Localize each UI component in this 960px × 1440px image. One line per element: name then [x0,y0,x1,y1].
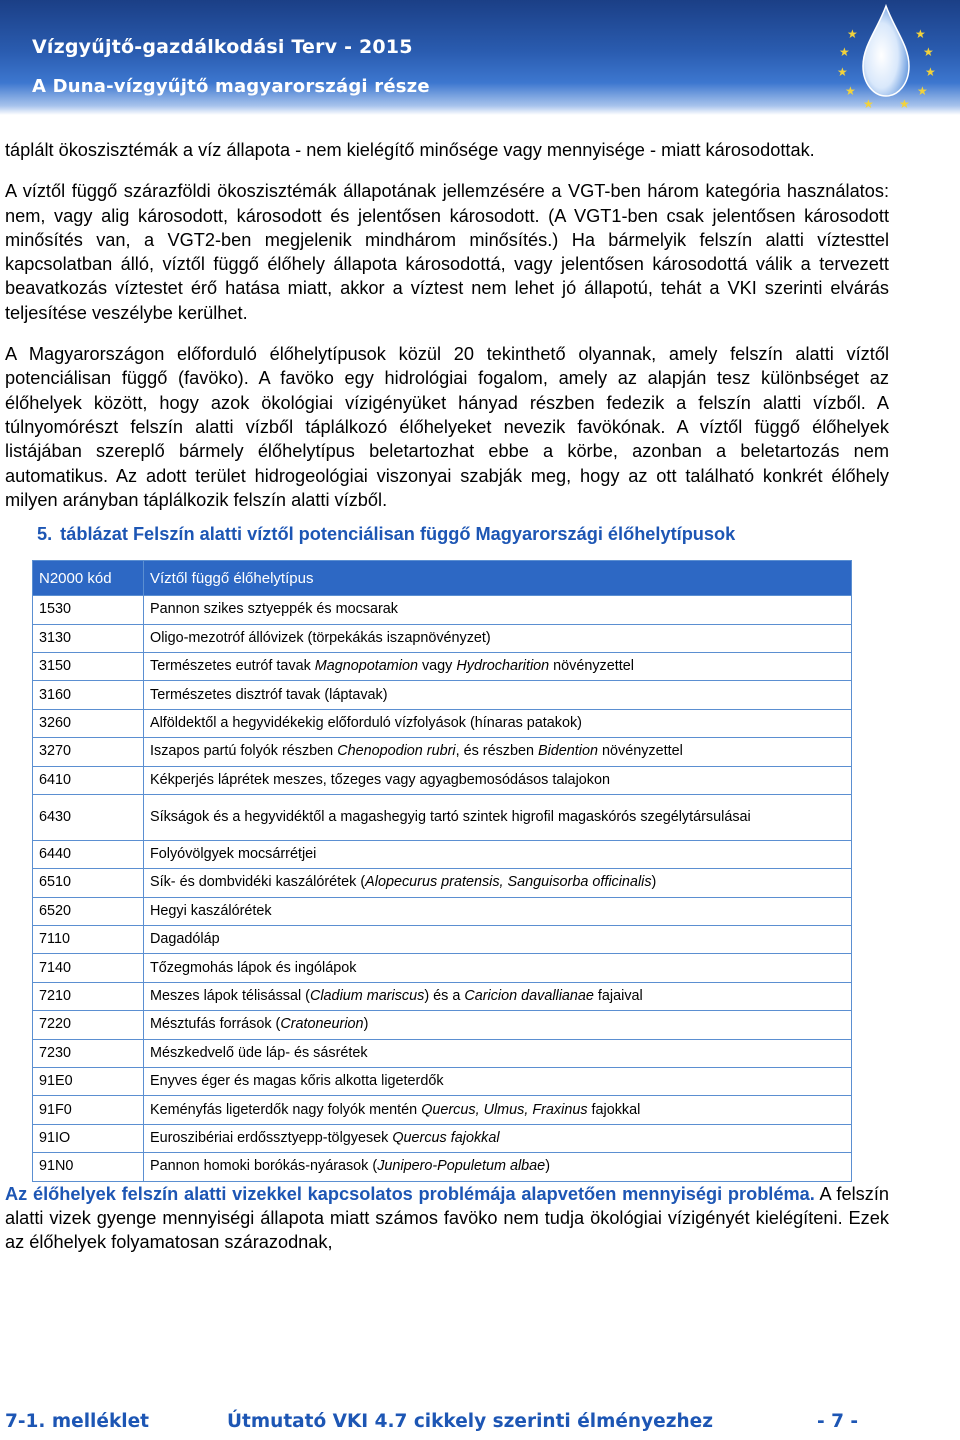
svg-text:★: ★ [845,84,856,98]
table-row [33,982,852,1010]
habitat-code-cell: 7140 [33,954,144,982]
document-body [5,138,889,1271]
closing-highlight: Az élőhelyek felszín alatti vizekkel kapcsolatos problémája alapvetően mennyiségi probléma. [5,1183,815,1204]
habitat-name-cell: Iszapos partú folyók részben Chenopodion rubri, és részben Bidention növényzettel [144,738,852,766]
svg-text:★: ★ [847,27,858,41]
habitat-code-cell: 7220 [33,1011,144,1039]
water-drop-stars-logo-icon [819,0,954,115]
table-row [33,681,852,709]
habitat-name-cell: Euroszibériai erdőssztyepp-tölgyesek Quercus fajokkal [144,1124,852,1152]
table-caption-text: táblázat Felszín alatti víztől potenciálisan függő Magyarországi élőhelytípusok [60,524,736,545]
habitat-name-cell: Természetes eutróf tavak Magnopotamion vagy Hydrocharition növényzettel [144,652,852,680]
habitat-name-cell: Tőzegmohás lápok és ingólápok [144,954,852,982]
column-header-habitat: Víztől függő élőhelytípus [144,561,852,596]
habitat-code-cell: 3160 [33,681,144,709]
habitat-code-cell: 3150 [33,652,144,680]
column-header-code: N2000 kód [33,561,144,596]
table-row [33,1153,852,1181]
habitat-name-cell: Természetes disztróf tavak (láptavak) [144,681,852,709]
table-header-row [33,561,852,596]
page-footer [5,1411,885,1435]
svg-text:★: ★ [915,27,926,41]
page-header [0,0,960,115]
table-row [33,709,852,737]
table-row [33,954,852,982]
habitat-code-cell: 7110 [33,926,144,954]
habitat-code-cell: 3260 [33,709,144,737]
closing-paragraph [5,1182,889,1255]
habitat-code-cell: 3130 [33,624,144,652]
table-body [33,596,852,1181]
habitat-code-cell: 91IO [33,1124,144,1152]
footer-guide-title: Útmutató VKI 4.7 cikkely szerinti élményezhez [227,1411,713,1432]
table-caption [5,522,889,546]
habitat-code-cell: 3270 [33,738,144,766]
habitat-name-cell: Alföldektől a hegyvidékekig előforduló vízfolyások (hínaras patakok) [144,709,852,737]
habitat-code-cell: 6510 [33,869,144,897]
habitat-name-cell: Dagadóláp [144,926,852,954]
svg-text:★: ★ [837,65,848,79]
table-row [33,794,852,840]
svg-text:★: ★ [917,84,928,98]
habitat-code-cell: 7210 [33,982,144,1010]
habitat-table [32,560,852,1181]
habitat-name-cell: Folyóvölgyek mocsárrétjei [144,840,852,868]
footer-annex: 7-1. melléklet [5,1411,149,1432]
svg-text:★: ★ [925,65,936,79]
habitat-name-cell: Síkságok és a hegyvidéktől a magashegyig tartó szintek higrofil magaskórós szegélytársulásai [144,794,852,840]
table-row [33,596,852,624]
table-row [33,1039,852,1067]
table-row [33,1068,852,1096]
svg-text:★: ★ [899,97,910,111]
table-row [33,738,852,766]
svg-text:★: ★ [923,45,934,59]
habitat-code-cell: 91F0 [33,1096,144,1124]
paragraph: A víztől függő szárazföldi ökoszisztémák állapotának jellemzésére a VGT-ben három kategória használatos: nem, vagy alig károsodott, károsodott és jelentősen károsodott. (A VGT1-ben csak jelentősen károsodott minősítés van, a VGT2-ben megjelenik mindhárom minősítés.) Ha bármelyik felszín alatti víztesttel kapcsolatban álló, víztől függő élőhely állapota károsodottá, vagy jelentősen károsodottá válik a tervezett beavatkozás víztestet érő hatása miatt, akkor a víztest nem lehet jó állapotú, tehát a VKI szerinti elvárás teljesítése veszélybe kerülhet. [5,181,889,323]
table-row [33,869,852,897]
habitat-name-cell: Pannon homoki borókás-nyárasok (Junipero-Populetum albae) [144,1153,852,1181]
habitat-name-cell: Kékperjés láprétek meszes, tőzeges vagy agyagbemosódásos talajokon [144,766,852,794]
habitat-name-cell: Mészkedvelő üde láp- és sásrétek [144,1039,852,1067]
habitat-name-cell: Mésztufás források (Cratoneurion) [144,1011,852,1039]
paragraph: A Magyarországon előforduló élőhelytípusok közül 20 tekinthető olyannak, amely felszín alatti víztől potenciálisan függő (favöko). A favöko egy hidrológiai fogalom, amely az alapján tesz különbséget az élőhelyek között, hogy azok ökológiai vízigényüket hányad részben fedezik a felszín alatti vízből. A túlnyomórészt felszín alatti vízből táplálkozó élőhelyeket nevezik favökónak. A víztől függő élőhelyek listájában szereplő bármely élőhelytípus beletartozhat ebbe a körbe, azonban a beletartozás nem automatikus. Az adott terület hidrogeológiai viszonyai szabják meg, hogy az ott található konkrét élőhely milyen arányban táplálkozik felszín alatti vízből. [5,344,889,510]
footer-page-number: - 7 - [817,1411,859,1432]
habitat-name-cell: Pannon szikes sztyeppék és mocsarak [144,596,852,624]
habitat-name-cell: Meszes lápok télisással (Cladium mariscus) és a Caricion davallianae fajaival [144,982,852,1010]
svg-text:★: ★ [863,97,874,111]
header-subtitle: A Duna-vízgyűjtő magyarországi része [32,76,430,97]
closing-text: A felszín alatti vizek gyenge mennyiségi állapota miatt számos favöko nem tudja ökológiai vízigényét kielégíteni. Ezek az élőhelyek folyamatosan szárazodnak, [5,1183,889,1253]
paragraph: táplált ökoszisztémák a víz állapota - nem kielégítő minősége vagy mennyisége - miatt károsodottak. [5,140,815,160]
habitat-code-cell: 7230 [33,1039,144,1067]
habitat-name-cell: Keményfás ligeterdők nagy folyók mentén Quercus, Ulmus, Fraxinus fajokkal [144,1096,852,1124]
svg-text:★: ★ [839,45,850,59]
habitat-name-cell: Enyves éger és magas kőris alkotta ligeterdők [144,1068,852,1096]
table-row [33,1011,852,1039]
habitat-code-cell: 6430 [33,794,144,840]
table-row [33,840,852,868]
habitat-code-cell: 6520 [33,897,144,925]
habitat-code-cell: 91N0 [33,1153,144,1181]
habitat-code-cell: 91E0 [33,1068,144,1096]
habitat-name-cell: Oligo-mezotróf állóvizek (törpekákás iszapnövényzet) [144,624,852,652]
habitat-name-cell: Sík- és dombvidéki kaszálórétek (Alopecurus pratensis, Sanguisorba officinalis) [144,869,852,897]
habitat-code-cell: 1530 [33,596,144,624]
table-row [33,766,852,794]
table-caption-number: 5. [37,524,53,545]
table-row [33,1124,852,1152]
table-row [33,1096,852,1124]
habitat-code-cell: 6440 [33,840,144,868]
habitat-code-cell: 6410 [33,766,144,794]
table-row [33,897,852,925]
header-title: Vízgyűjtő-gazdálkodási Terv - 2015 [32,36,413,58]
habitat-name-cell: Hegyi kaszálórétek [144,897,852,925]
table-row [33,926,852,954]
table-row [33,624,852,652]
table-row [33,652,852,680]
